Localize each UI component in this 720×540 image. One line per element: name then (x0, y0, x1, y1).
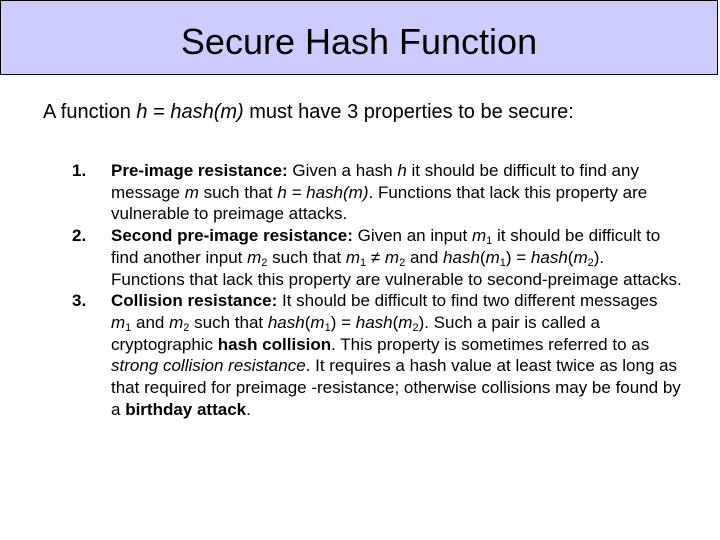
subscript: 2 (261, 256, 268, 269)
subscript: 1 (360, 256, 367, 269)
math-expression: h = hash(m) (277, 182, 369, 202)
slide-title: Secure Hash Function (180, 20, 538, 62)
math-var: m (573, 247, 588, 267)
list-number: 3. (72, 291, 87, 311)
property-preimage (72, 160, 682, 225)
text-segment: ) = (505, 247, 531, 267)
math-func: hash (355, 312, 393, 332)
not-equal-sign: ≠ (366, 247, 385, 267)
text-segment: ) = (330, 312, 356, 332)
subscript: 2 (399, 256, 406, 269)
text-segment: such that (189, 312, 268, 332)
text-segment: such that (198, 182, 278, 202)
text-segment: Given an input (352, 226, 472, 246)
text-segment: ( (392, 312, 399, 332)
math-var: m (485, 247, 500, 267)
intro-text (43, 100, 663, 125)
text-segment: ). Such a pair is called a cryptographic (111, 312, 600, 354)
text-segment: Given a hash (287, 161, 398, 180)
list-number: 1. (72, 161, 87, 180)
text-segment: . This property is sometimes referred to as (331, 334, 650, 354)
math-func: hash (443, 247, 480, 267)
text-segment: it should be difficult to find any message (111, 161, 639, 202)
math-var: h (397, 161, 407, 180)
text-segment: and (405, 247, 444, 267)
math-func: hash (267, 312, 305, 332)
subscript: 2 (183, 321, 190, 334)
math-var: m (384, 247, 400, 267)
math-var: m (111, 312, 126, 332)
term-birthday-attack: birthday attack (125, 399, 247, 419)
math-var: m (184, 182, 199, 202)
math-var: m (345, 247, 361, 267)
text-segment: It should be difficult to find two different messages (277, 291, 658, 311)
subscript: 1 (486, 235, 493, 248)
math-var: m (247, 247, 262, 267)
text-segment: it should be difficult to find another input (111, 226, 661, 267)
text-segment: and (131, 312, 170, 332)
text-segment: ). Functions that lack this property are vulnerable to second-preimage attacks. (111, 247, 682, 289)
subscript: 2 (587, 256, 594, 269)
math-var: m (169, 312, 184, 332)
intro-hash-m: hash(m) (170, 101, 244, 123)
math-var: m (471, 226, 487, 246)
subscript: 1 (324, 321, 331, 334)
math-var: m (398, 312, 413, 332)
intro-segment: must have 3 properties to be secure: (243, 101, 574, 123)
term-hash-collision: hash collision (217, 334, 332, 354)
text-segment: ( (304, 312, 311, 332)
subscript: 2 (412, 321, 419, 334)
title-bar (0, 0, 718, 75)
subscript: 1 (125, 321, 132, 334)
math-var: m (310, 312, 325, 332)
math-func: hash (530, 247, 568, 267)
property-term: Second pre-image resistance: (111, 226, 353, 246)
term-strong-collision-resistance: strong collision resistance (111, 356, 306, 376)
property-term: Pre-image resistance: (111, 161, 288, 180)
text-segment: . (246, 399, 251, 419)
intro-var-h: h (136, 101, 148, 123)
text-segment: . Functions that lack this property are vulnerable to preimage attacks. (111, 182, 648, 224)
property-second-preimage (72, 225, 682, 290)
intro-segment: A function (43, 101, 137, 123)
properties-list (72, 160, 682, 420)
text-segment: . It requires a hash value at least twice as long as that required for preimage -resistance; otherwise collisions may be found by a (111, 356, 681, 419)
text-segment: such that (267, 247, 346, 267)
list-number: 2. (72, 226, 87, 246)
text-segment: ( (567, 247, 574, 267)
text-segment: ( (479, 247, 486, 267)
property-collision (72, 290, 682, 420)
property-term: Collision resistance: (111, 291, 278, 311)
intro-segment: = (147, 101, 171, 123)
subscript: 1 (499, 256, 506, 269)
